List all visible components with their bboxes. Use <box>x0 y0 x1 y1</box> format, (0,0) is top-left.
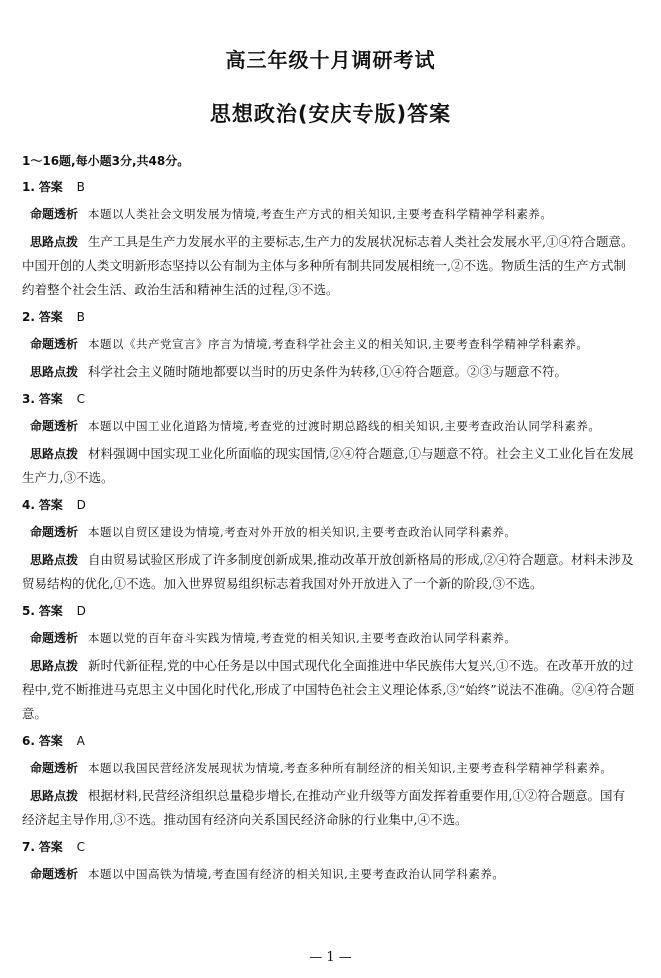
analysis-label: 命题透析 <box>30 631 79 645</box>
answer-label: 答案 <box>38 392 63 406</box>
answer-value: C <box>76 392 85 406</box>
question-number: 2. <box>22 310 35 324</box>
analysis-text: 本题以中国工业化道路为情境,考查党的过渡时期总路线的相关知识,主要考查政治认同学科素养。 <box>88 419 601 433</box>
question-5-header <box>22 600 635 622</box>
hint-text: 自由贸易试验区形成了许多制度创新成果,推动改革开放创新格局的形成,②④符合题意。材料未涉及贸易结构的优化,①不选。加入世界贸易组织标志着我国对外开放进入了一个新的阶段,③不选。 <box>22 552 634 591</box>
section-intro: 1～16题,每小题3分,共48分。 <box>22 154 190 168</box>
answer-value: C <box>76 840 85 854</box>
analysis-label: 命题透析 <box>30 419 79 433</box>
analysis-text: 本题以党的百年奋斗实践为情境,考查党的相关知识,主要考查政治认同学科素养。 <box>88 631 517 645</box>
question-1-hint <box>22 230 635 302</box>
analysis-label: 命题透析 <box>30 337 79 351</box>
analysis-label: 命题透析 <box>30 207 79 221</box>
answer-label: 答案 <box>38 734 63 748</box>
exam-title: 高三年级十月调研考试 <box>225 48 436 72</box>
question-3-analysis <box>22 414 635 438</box>
analysis-label: 命题透析 <box>30 525 79 539</box>
question-6-header <box>22 730 635 752</box>
question-5-hint <box>22 654 635 726</box>
question-number: 6. <box>22 734 35 748</box>
question-2-analysis <box>22 332 635 356</box>
analysis-text: 本题以人类社会文明发展为情境,考查生产方式的相关知识,主要考查科学精神学科素养。 <box>88 207 553 221</box>
answer-value: D <box>76 604 86 618</box>
analysis-label: 命题透析 <box>30 761 79 775</box>
question-1-analysis <box>22 202 635 226</box>
question-7-analysis <box>22 862 635 886</box>
question-3-header <box>22 388 635 410</box>
answer-value: B <box>76 310 85 324</box>
question-number: 7. <box>22 840 35 854</box>
answer-label: 答案 <box>38 604 63 618</box>
question-6-hint <box>22 784 635 832</box>
hint-label: 思路点拨 <box>30 365 79 379</box>
hint-label: 思路点拨 <box>30 553 79 567</box>
question-number: 3. <box>22 392 35 406</box>
hint-label: 思路点拨 <box>30 659 79 673</box>
question-7-header <box>22 836 635 858</box>
hint-text: 材料强调中国实现工业化所面临的现实国情,②④符合题意,①与题意不符。社会主义工业化旨在发展生产力,③不选。 <box>22 446 634 485</box>
answer-label: 答案 <box>38 310 63 324</box>
exam-subtitle: 思想政治(安庆专版)答案 <box>209 102 452 126</box>
answer-label: 答案 <box>38 840 63 854</box>
analysis-text: 本题以中国高铁为情境,考查国有经济的相关知识,主要考查政治认同学科素养。 <box>88 867 505 881</box>
question-2-header <box>22 306 635 328</box>
question-3-hint <box>22 442 635 490</box>
analysis-label: 命题透析 <box>30 867 79 881</box>
question-6-analysis <box>22 756 635 780</box>
question-4-analysis <box>22 520 635 544</box>
question-5-analysis <box>22 626 635 650</box>
answer-value: A <box>76 734 85 748</box>
answer-value: D <box>76 498 86 512</box>
question-number: 1. <box>22 180 35 194</box>
question-1-header <box>22 176 635 198</box>
hint-label: 思路点拨 <box>30 447 79 461</box>
analysis-text: 本题以我国民营经济发展现状为情境,考查多种所有制经济的相关知识,主要考查科学精神学科素养。 <box>88 761 613 775</box>
question-2-hint <box>22 360 635 384</box>
answer-value: B <box>76 180 85 194</box>
answer-label: 答案 <box>38 180 63 194</box>
hint-label: 思路点拨 <box>30 235 79 249</box>
question-4-header <box>22 494 635 516</box>
analysis-text: 本题以自贸区建设为情境,考查对外开放的相关知识,主要考查政治认同学科素养。 <box>88 525 517 539</box>
question-number: 5. <box>22 604 35 618</box>
question-number: 4. <box>22 498 35 512</box>
question-4-hint <box>22 548 635 596</box>
hint-text: 新时代新征程,党的中心任务是以中国式现代化全面推进中华民族伟大复兴,①不选。在改革开放的过程中,党不断推进马克思主义中国化时代化,形成了中国特色社会主义理论体系,③“始终”说法不准确。②④符合题意。 <box>22 658 635 721</box>
hint-label: 思路点拨 <box>30 789 79 803</box>
answer-label: 答案 <box>38 498 63 512</box>
hint-text: 科学社会主义随时随地都要以当时的历史条件为转移,①④符合题意。②③与题意不符。 <box>88 364 567 379</box>
answer-content <box>22 150 635 886</box>
analysis-text: 本题以《共产党宣言》序言为情境,考查科学社会主义的相关知识,主要考查科学精神学科素养。 <box>88 337 589 351</box>
hint-text: 生产工具是生产力发展水平的主要标志,生产力的发展状况标志着人类社会发展水平,①④符合题意。中国开创的人类文明新形态坚持以公有制为主体与多种所有制共同发展相统一,②不选。物质生活的生产方式制约着整个社会生活、政治生活和精神生活的过程,③不选。 <box>22 234 634 297</box>
page-number: — 1 — <box>309 950 352 965</box>
hint-text: 根据材料,民营经济组织总量稳步增长,在推动产业升级等方面发挥着重要作用,①②符合题意。国有经济起主导作用,③不选。推动国有经济向关系国民经济命脉的行业集中,④不选。 <box>22 788 625 827</box>
